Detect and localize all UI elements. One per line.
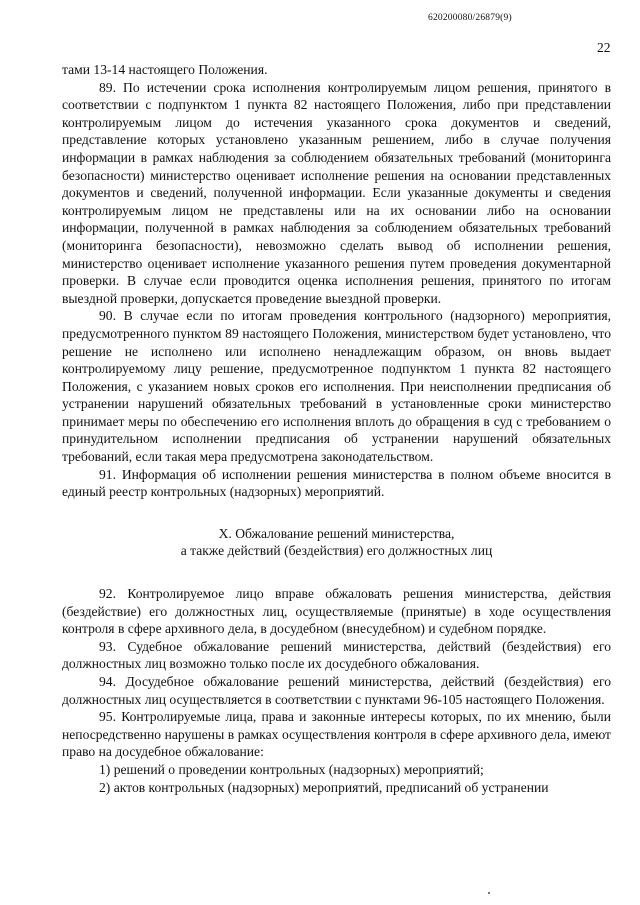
- paragraph-block-top: [62, 61, 611, 501]
- paragraph-block-bottom: [62, 585, 611, 796]
- section-heading: [62, 525, 611, 560]
- paragraph-continuation: тами 13-14 настоящего Положения.: [62, 62, 268, 77]
- document-number: 620200080/26879(9): [428, 13, 512, 23]
- page-body: [62, 61, 611, 796]
- paragraph-89: 89. По истечении срока исполнения контролируемым лицом решения, принятого в соответствии с подпунктом 1 пункта 82 настоящего Положения, либо при представлении контролируемым лицом до истечения указанного срока документов и сведений, представление которых установлено указанным решением, либо в случае получения информации в рамках наблюдения за соблюдением обязательных требований (мониторинга безопасности) министерство оценивает исполнение решения на основании представленных документов и сведений, полученной информации. Если указанные документы и сведения контролируемым лицом не представлены или на их основании либо на основании информации, полученной в рамках наблюдения за соблюдением обязательных требований (мониторинга безопасности), невозможно сделать вывод об исполнении решения, министерство оценивает исполнение указанного решения путем проведения документарной проверки. В случае если проводится оценка исполнения решения, принятого по итогам выездной проверки, допускается проведение выездной проверки.: [62, 79, 611, 306]
- section-heading-line-1: X. Обжалование решений министерства,: [218, 525, 455, 541]
- paragraph-93: 93. Судебное обжалование решений министерства, действий (бездействия) его должностных лиц возможно только после их досудебного обжалования.: [62, 638, 611, 672]
- scan-speck: [488, 892, 490, 894]
- paragraph-94: 94. Досудебное обжалование решений министерства, действий (бездействия) его должностных лиц осуществляется в соответствии с пунктами 96-105 настоящего Положения.: [62, 674, 611, 707]
- list-item-2: 2) актов контрольных (надзорных) мероприятий, предписаний об устранении: [99, 779, 549, 795]
- paragraph-92: 92. Контролируемое лицо вправе обжаловать решения министерства, действия (бездействие) его должностных лиц, осуществляемые (принятые) в ходе осуществления контроля в сфере архивного дела, в досудебном (внесудебном) и судебном порядке.: [62, 586, 611, 637]
- page-number: 22: [597, 40, 611, 55]
- paragraph-91: 91. Информация об исполнении решения министерства в полном объеме вносится в единый реестр контрольных (надзорных) мероприятий.: [62, 466, 611, 500]
- section-heading-line-2: а также действий (бездействия) его должностных лиц: [180, 543, 493, 559]
- paragraph-95: 95. Контролируемые лица, права и законные интересы которых, по их мнению, были непосредственно нарушены в рамках осуществления контроля в сфере архивного дела, имеют право на досудебное обжалование:: [62, 709, 611, 760]
- list-item-1: 1) решений о проведении контрольных (надзорных) мероприятий;: [99, 761, 484, 777]
- paragraph-90: 90. В случае если по итогам проведения контрольного (надзорного) мероприятия, предусмотренного пунктом 89 настоящего Положения, министерством будет установлено, что решение не исполнено или исполнено ненадлежащим образом, он вновь выдает контролируемому лицу решение, предусмотренное подпунктом 1 пункта 82 настоящего Положения, с указанием новых сроков его исполнения. При неисполнении предписания об устранении нарушений обязательных требований в установленные сроки министерство принимает меры по обеспечению его исполнения вплоть до обращения в суд с требованием о принудительном исполнении предписания об устранении нарушений обязательных требований, если такая мера предусмотрена законодательством.: [62, 308, 611, 465]
